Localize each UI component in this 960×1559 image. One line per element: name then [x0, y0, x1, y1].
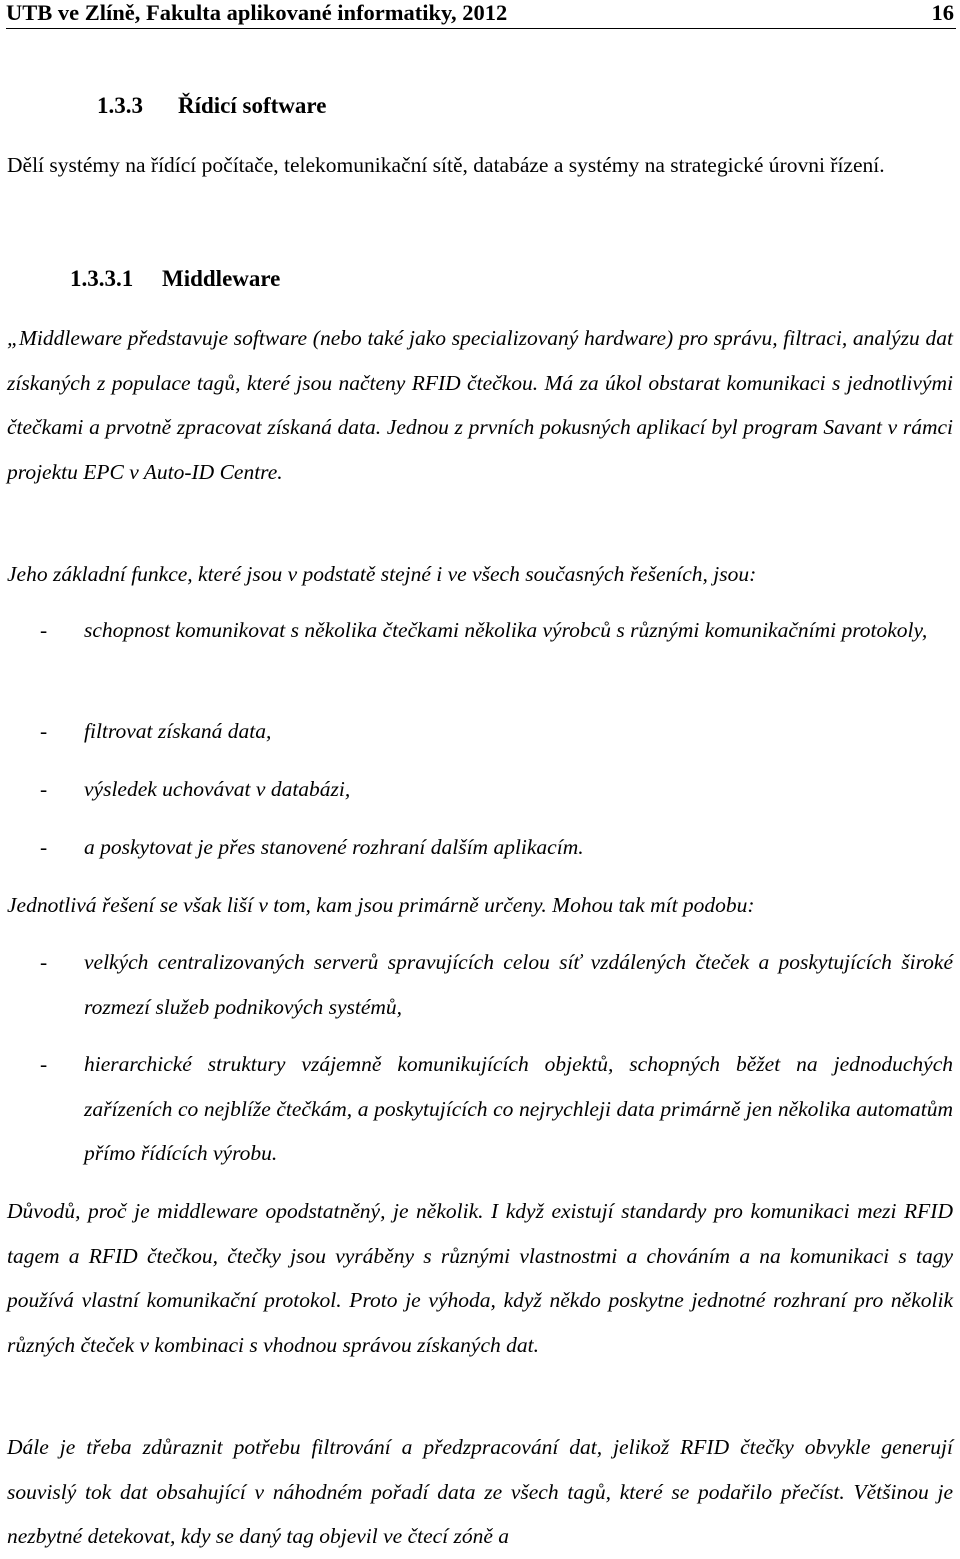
paragraph-3: Jednotlivá řešení se však liší v tom, kam jsou primárně určeny. Mohou tak mít podobu: — [7, 893, 755, 917]
list-item-text: výsledek uchovávat v databázi, — [84, 777, 351, 801]
list-item-text: velkých centralizovaných serverů spravujících celou síť vzdálených čteček a poskytujících široké rozmezí služeb podnikových systémů, — [84, 950, 953, 1019]
list-item — [7, 709, 953, 754]
paragraph-5: Dále je třeba zdůraznit potřebu filtrování a předzpracování dat, jelikož RFID čtečky obvykle generují souvislý tok dat obsahující v náhodném pořadí data ze všech tagů, které se podařilo přečíst. Většinou je nezbytné detekovat, kdy se daný tag objevil ve čtecí zóně a — [7, 1435, 953, 1548]
section-paragraph: Dělí systémy na řídící počítače, telekomunikační sítě, databáze a systémy na strategické úrovni řízení. — [7, 153, 885, 177]
list-dash: - — [40, 950, 48, 974]
list-item-text: hierarchické struktury vzájemně komunikujících objektů, schopných běžet na jednoduchých zařízeních co nejblíže čtečkám, a poskytujících co nejrychleji data primárně jen několika automatům přímo řídících výrobu. — [84, 1052, 953, 1165]
list-item-text: a poskytovat je přes stanovené rozhraní dalším aplikacím. — [84, 835, 584, 859]
section-number: 1.3.3 — [97, 93, 143, 118]
subsection-title: Middleware — [162, 266, 281, 291]
section-title: Řídicí software — [178, 93, 327, 118]
list-item — [7, 608, 953, 653]
running-header — [6, 0, 956, 29]
list-item — [7, 940, 953, 1029]
list-dash: - — [40, 835, 48, 859]
paragraph-4: Důvodů, proč je middleware opodstatněný, je několik. I když existují standardy pro komunikaci mezi RFID tagem a RFID čtečkou, čtečky jsou vyráběny s různými vlastnostmi a chováním a na komunikaci s tagy používá vlastní komunikační protokol. Proto je výhoda, když někdo poskytne jednotné rozhraní pro několik různých čteček v kombinaci s vhodnou správou získaných dat. — [7, 1199, 953, 1357]
list-item — [7, 767, 953, 812]
list-dash: - — [40, 777, 48, 801]
list-item — [7, 825, 953, 870]
list-dash: - — [40, 1052, 48, 1076]
list-item-text: filtrovat získaná data, — [84, 719, 272, 743]
paragraph-2: Jeho základní funkce, které jsou v podstatě stejné i ve všech současných řešeních, jsou: — [7, 562, 757, 586]
list-item-text: schopnost komunikovat s několika čtečkami několika výrobců s různými komunikačními protokoly, — [84, 618, 928, 642]
section-heading — [97, 91, 326, 121]
page-number: 16 — [931, 0, 954, 25]
paragraph-1: „Middleware představuje software (nebo také jako specializovaný hardware) pro správu, filtraci, analýzu dat získaných z populace tagů, které jsou načteny RFID čtečkou. Má za úkol obstarat komunikaci s jednotlivými čtečkami a prvotně zpracovat získaná data. Jednou z prvních pokusných aplikací byl program Savant v rámci projektu EPC v Auto-ID Centre. — [7, 326, 953, 484]
subsection-number: 1.3.3.1 — [70, 266, 134, 291]
list-dash: - — [40, 719, 48, 743]
list-dash: - — [40, 618, 48, 642]
list-item — [7, 1042, 953, 1176]
header-title: UTB ve Zlíně, Fakulta aplikované informatiky, 2012 — [6, 0, 508, 25]
subsection-heading — [70, 264, 280, 294]
